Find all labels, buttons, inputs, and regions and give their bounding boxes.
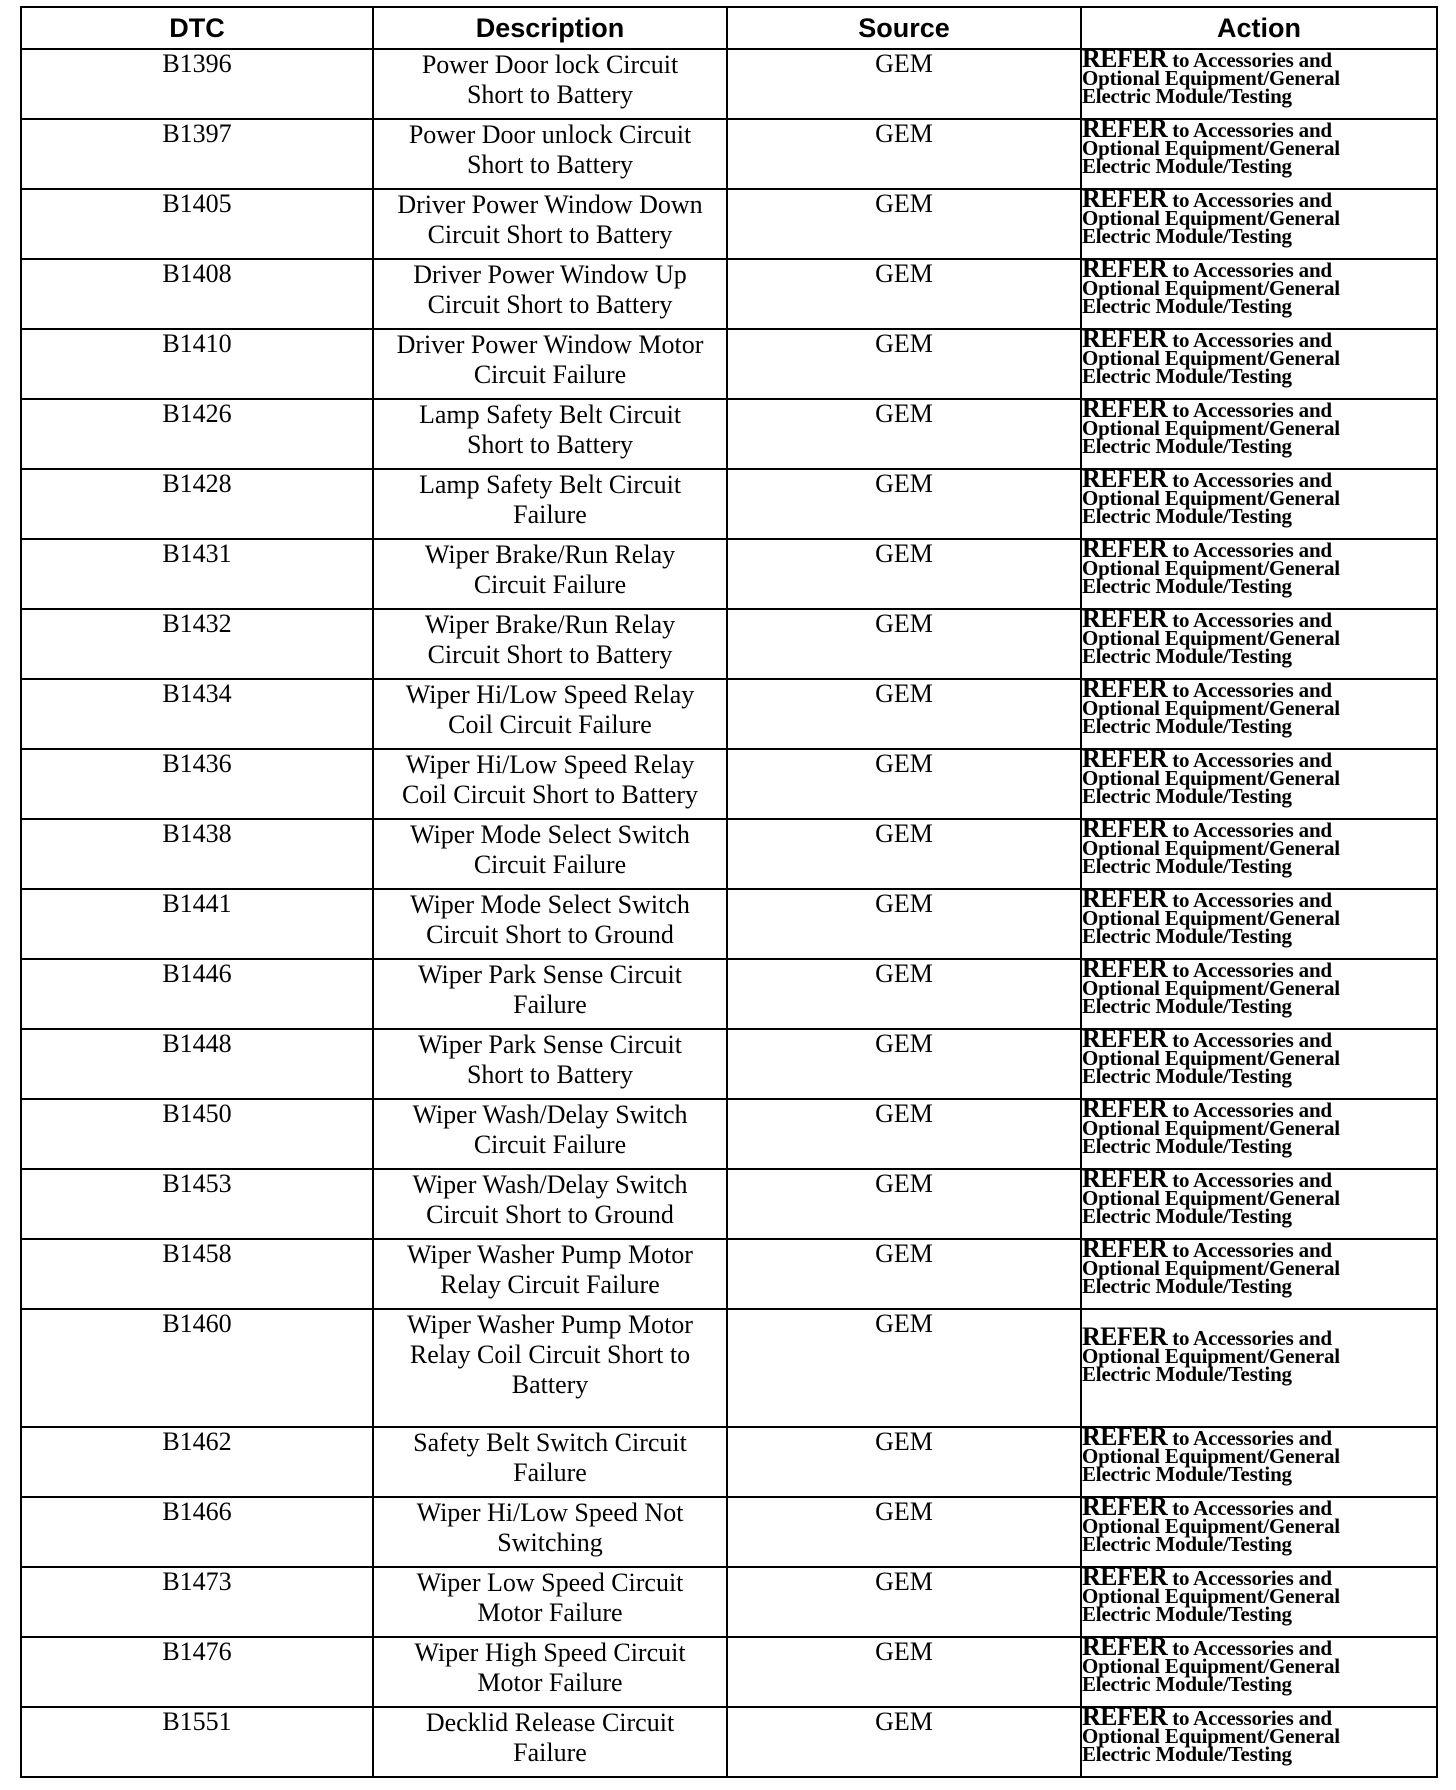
action-line-1-text: to Accessories and bbox=[1172, 888, 1332, 912]
description-line: Coil Circuit Failure bbox=[448, 710, 652, 739]
action-line-2: Optional Equipment/General bbox=[1082, 1724, 1340, 1748]
action-line-1-text: to Accessories and bbox=[1172, 1706, 1332, 1730]
action-refer: REFER bbox=[1082, 1234, 1168, 1263]
action-line-2: Optional Equipment/General bbox=[1082, 346, 1340, 370]
description-line: Driver Power Window Up bbox=[413, 260, 687, 289]
dtc-code: B1396 bbox=[21, 49, 373, 119]
dtc-description bbox=[373, 399, 727, 469]
table-row bbox=[21, 1567, 1437, 1637]
action-line-1-text: to Accessories and bbox=[1172, 188, 1332, 212]
action-refer: REFER bbox=[1082, 394, 1168, 423]
description-line: Wiper Low Speed Circuit bbox=[416, 1568, 684, 1597]
action-line-1-text: to Accessories and bbox=[1172, 1566, 1332, 1590]
dtc-code: B1405 bbox=[21, 189, 373, 259]
dtc-description bbox=[373, 1309, 727, 1427]
table-row bbox=[21, 679, 1437, 749]
dtc-description bbox=[373, 959, 727, 1029]
table-row bbox=[21, 1169, 1437, 1239]
action-line-1-text: to Accessories and bbox=[1172, 1326, 1332, 1350]
action-line-2: Optional Equipment/General bbox=[1082, 766, 1340, 790]
action-refer: REFER bbox=[1082, 884, 1168, 913]
action-line-3: Electric Module/Testing bbox=[1082, 854, 1292, 878]
action-refer: REFER bbox=[1082, 254, 1168, 283]
action-line-1-text: to Accessories and bbox=[1172, 1496, 1332, 1520]
description-line: Wiper Hi/Low Speed Relay bbox=[405, 750, 695, 779]
dtc-description bbox=[373, 1239, 727, 1309]
dtc-action bbox=[1081, 464, 1437, 539]
dtc-source: GEM bbox=[727, 189, 1081, 259]
table-body bbox=[21, 44, 1437, 1777]
dtc-action bbox=[1081, 674, 1437, 749]
dtc-description bbox=[373, 259, 727, 329]
action-line-1-text: to Accessories and bbox=[1172, 748, 1332, 772]
dtc-description bbox=[373, 329, 727, 399]
action-line-3: Electric Module/Testing bbox=[1082, 1362, 1292, 1386]
action-line-2: Optional Equipment/General bbox=[1082, 1256, 1340, 1280]
action-line-1-text: to Accessories and bbox=[1172, 328, 1332, 352]
description-line: Relay Circuit Failure bbox=[440, 1270, 660, 1299]
action-line-1-text: to Accessories and bbox=[1172, 1098, 1332, 1122]
action-line-3: Electric Module/Testing bbox=[1082, 1602, 1292, 1626]
description-line: Wiper High Speed Circuit bbox=[414, 1638, 686, 1667]
dtc-source: GEM bbox=[727, 1427, 1081, 1497]
table-row bbox=[21, 539, 1437, 609]
action-line-3: Electric Module/Testing bbox=[1082, 84, 1292, 108]
dtc-action bbox=[1081, 1024, 1437, 1099]
dtc-code: B1426 bbox=[21, 399, 373, 469]
dtc-code: B1432 bbox=[21, 609, 373, 679]
table-row bbox=[21, 1427, 1437, 1497]
action-line-3: Electric Module/Testing bbox=[1082, 1532, 1292, 1556]
dtc-description bbox=[373, 1567, 727, 1637]
table-row bbox=[21, 819, 1437, 889]
action-line-2: Optional Equipment/General bbox=[1082, 1654, 1340, 1678]
dtc-code: B1453 bbox=[21, 1169, 373, 1239]
dtc-source: GEM bbox=[727, 959, 1081, 1029]
action-line-1-text: to Accessories and bbox=[1172, 1238, 1332, 1262]
action-line-2: Optional Equipment/General bbox=[1082, 1514, 1340, 1538]
table-row bbox=[21, 119, 1437, 189]
dtc-source: GEM bbox=[727, 679, 1081, 749]
dtc-source: GEM bbox=[727, 1029, 1081, 1099]
description-line: Circuit Failure bbox=[473, 850, 627, 879]
dtc-description bbox=[373, 889, 727, 959]
description-line: Relay Coil Circuit Short to bbox=[409, 1340, 691, 1369]
action-line-2: Optional Equipment/General bbox=[1082, 1116, 1340, 1140]
description-line: Driver Power Window Motor bbox=[396, 330, 704, 359]
table-row bbox=[21, 49, 1437, 119]
dtc-code: B1436 bbox=[21, 749, 373, 819]
description-line: Short to Battery bbox=[466, 150, 634, 179]
action-refer: REFER bbox=[1082, 114, 1168, 143]
action-refer: REFER bbox=[1082, 1164, 1168, 1193]
description-line: Wiper Brake/Run Relay bbox=[424, 610, 676, 639]
action-line-1-text: to Accessories and bbox=[1172, 258, 1332, 282]
description-line: Lamp Safety Belt Circuit bbox=[418, 400, 682, 429]
action-refer: REFER bbox=[1082, 1632, 1168, 1661]
action-line-3: Electric Module/Testing bbox=[1082, 154, 1292, 178]
dtc-code: B1458 bbox=[21, 1239, 373, 1309]
table-row bbox=[21, 399, 1437, 469]
dtc-action bbox=[1081, 254, 1437, 329]
action-refer: REFER bbox=[1082, 744, 1168, 773]
dtc-description bbox=[373, 189, 727, 259]
action-line-1-text: to Accessories and bbox=[1172, 118, 1332, 142]
table-row bbox=[21, 1497, 1437, 1567]
dtc-code: B1462 bbox=[21, 1427, 373, 1497]
action-line-1-text: to Accessories and bbox=[1172, 818, 1332, 842]
description-line: Power Door unlock Circuit bbox=[408, 120, 692, 149]
dtc-action bbox=[1081, 114, 1437, 189]
action-line-3: Electric Module/Testing bbox=[1082, 504, 1292, 528]
action-line-2: Optional Equipment/General bbox=[1082, 1186, 1340, 1210]
action-line-2: Optional Equipment/General bbox=[1082, 276, 1340, 300]
table-row bbox=[21, 749, 1437, 819]
action-line-1-text: to Accessories and bbox=[1172, 958, 1332, 982]
action-line-2: Optional Equipment/General bbox=[1082, 486, 1340, 510]
dtc-source: GEM bbox=[727, 1239, 1081, 1309]
header-row bbox=[21, 7, 1437, 49]
description-line: Circuit Failure bbox=[473, 1130, 627, 1159]
dtc-action bbox=[1081, 324, 1437, 399]
action-refer: REFER bbox=[1082, 1562, 1168, 1591]
description-line: Wiper Mode Select Switch bbox=[410, 890, 690, 919]
table-row bbox=[21, 889, 1437, 959]
dtc-description bbox=[373, 609, 727, 679]
dtc-action bbox=[1081, 1234, 1437, 1309]
action-refer: REFER bbox=[1082, 954, 1168, 983]
header-description: Description bbox=[373, 7, 727, 49]
table-row bbox=[21, 1309, 1437, 1427]
dtc-description bbox=[373, 819, 727, 889]
action-line-3: Electric Module/Testing bbox=[1082, 1274, 1292, 1298]
dtc-description bbox=[373, 1637, 727, 1707]
dtc-source: GEM bbox=[727, 609, 1081, 679]
action-line-3: Electric Module/Testing bbox=[1082, 1742, 1292, 1766]
dtc-code: B1438 bbox=[21, 819, 373, 889]
dtc-description bbox=[373, 539, 727, 609]
action-line-3: Electric Module/Testing bbox=[1082, 714, 1292, 738]
description-line: Lamp Safety Belt Circuit bbox=[418, 470, 682, 499]
dtc-description bbox=[373, 1099, 727, 1169]
description-line: Wiper Wash/Delay Switch bbox=[412, 1170, 688, 1199]
description-line: Wiper Hi/Low Speed Relay bbox=[405, 680, 695, 709]
action-refer: REFER bbox=[1082, 1024, 1168, 1053]
action-refer: REFER bbox=[1082, 604, 1168, 633]
action-line-2: Optional Equipment/General bbox=[1082, 626, 1340, 650]
description-line: Circuit Failure bbox=[473, 570, 627, 599]
header-source: Source bbox=[727, 7, 1081, 49]
description-line: Short to Battery bbox=[466, 1060, 634, 1089]
description-line: Failure bbox=[513, 1458, 587, 1487]
action-line-3: Electric Module/Testing bbox=[1082, 1204, 1292, 1228]
dtc-source: GEM bbox=[727, 259, 1081, 329]
dtc-action bbox=[1081, 814, 1437, 889]
table-row bbox=[21, 469, 1437, 539]
dtc-description bbox=[373, 1029, 727, 1099]
dtc-source: GEM bbox=[727, 889, 1081, 959]
dtc-description bbox=[373, 1169, 727, 1239]
dtc-source: GEM bbox=[727, 1169, 1081, 1239]
dtc-action bbox=[1081, 1492, 1437, 1567]
action-line-3: Electric Module/Testing bbox=[1082, 574, 1292, 598]
dtc-source: GEM bbox=[727, 49, 1081, 119]
dtc-action bbox=[1081, 534, 1437, 609]
action-line-2: Optional Equipment/General bbox=[1082, 1046, 1340, 1070]
header-action: Action bbox=[1081, 7, 1437, 49]
description-line: Failure bbox=[513, 990, 587, 1019]
action-line-1-text: to Accessories and bbox=[1172, 48, 1332, 72]
dtc-source: GEM bbox=[727, 1099, 1081, 1169]
action-line-3: Electric Module/Testing bbox=[1082, 224, 1292, 248]
action-line-3: Electric Module/Testing bbox=[1082, 364, 1292, 388]
action-line-2: Optional Equipment/General bbox=[1082, 136, 1340, 160]
description-line: Circuit Short to Battery bbox=[427, 640, 673, 669]
table-row bbox=[21, 1029, 1437, 1099]
action-line-2: Optional Equipment/General bbox=[1082, 1344, 1340, 1368]
description-line: Short to Battery bbox=[466, 80, 634, 109]
description-line: Circuit Short to Battery bbox=[427, 220, 673, 249]
action-line-2: Optional Equipment/General bbox=[1082, 976, 1340, 1000]
dtc-source: GEM bbox=[727, 1309, 1081, 1427]
action-refer: REFER bbox=[1082, 1422, 1168, 1451]
dtc-description bbox=[373, 679, 727, 749]
action-refer: REFER bbox=[1082, 814, 1168, 843]
dtc-action bbox=[1081, 1632, 1437, 1707]
action-line-3: Electric Module/Testing bbox=[1082, 924, 1292, 948]
table-row bbox=[21, 1099, 1437, 1169]
table-row bbox=[21, 959, 1437, 1029]
description-line: Wiper Washer Pump Motor bbox=[407, 1240, 693, 1269]
header-dtc: DTC bbox=[21, 7, 373, 49]
action-line-1-text: to Accessories and bbox=[1172, 678, 1332, 702]
action-line-3: Electric Module/Testing bbox=[1082, 1672, 1292, 1696]
dtc-code: B1434 bbox=[21, 679, 373, 749]
description-line: Failure bbox=[513, 1738, 587, 1767]
dtc-action bbox=[1081, 1562, 1437, 1637]
description-line: Motor Failure bbox=[477, 1598, 623, 1627]
dtc-code: B1397 bbox=[21, 119, 373, 189]
action-refer: REFER bbox=[1082, 1322, 1168, 1351]
dtc-action bbox=[1081, 884, 1437, 959]
dtc-description bbox=[373, 119, 727, 189]
description-line: Coil Circuit Short to Battery bbox=[401, 780, 699, 809]
description-line: Circuit Failure bbox=[473, 360, 627, 389]
description-line: Wiper Hi/Low Speed Not bbox=[416, 1498, 684, 1527]
dtc-action bbox=[1081, 1702, 1437, 1777]
table-row bbox=[21, 609, 1437, 679]
action-line-3: Electric Module/Testing bbox=[1082, 294, 1292, 318]
action-line-1-text: to Accessories and bbox=[1172, 398, 1332, 422]
description-line: Wiper Washer Pump Motor bbox=[407, 1310, 693, 1339]
action-line-3: Electric Module/Testing bbox=[1082, 1462, 1292, 1486]
description-line: Driver Power Window Down bbox=[397, 190, 703, 219]
action-line-2: Optional Equipment/General bbox=[1082, 206, 1340, 230]
table-row bbox=[21, 259, 1437, 329]
dtc-table bbox=[20, 6, 1438, 1778]
action-line-1-text: to Accessories and bbox=[1172, 1636, 1332, 1660]
action-line-2: Optional Equipment/General bbox=[1082, 906, 1340, 930]
table-row bbox=[21, 1707, 1437, 1777]
action-line-2: Optional Equipment/General bbox=[1082, 416, 1340, 440]
dtc-code: B1460 bbox=[21, 1309, 373, 1427]
action-line-1-text: to Accessories and bbox=[1172, 468, 1332, 492]
action-refer: REFER bbox=[1082, 184, 1168, 213]
action-line-3: Electric Module/Testing bbox=[1082, 994, 1292, 1018]
dtc-description bbox=[373, 469, 727, 539]
dtc-source: GEM bbox=[727, 329, 1081, 399]
dtc-code: B1473 bbox=[21, 1567, 373, 1637]
dtc-description bbox=[373, 1497, 727, 1567]
dtc-action bbox=[1081, 604, 1437, 679]
dtc-action bbox=[1081, 44, 1437, 119]
action-line-3: Electric Module/Testing bbox=[1082, 644, 1292, 668]
description-line: Motor Failure bbox=[477, 1668, 623, 1697]
description-line: Switching bbox=[497, 1528, 603, 1557]
table-row bbox=[21, 189, 1437, 259]
action-refer: REFER bbox=[1082, 464, 1168, 493]
dtc-action bbox=[1081, 744, 1437, 819]
dtc-code: B1431 bbox=[21, 539, 373, 609]
description-line: Wiper Wash/Delay Switch bbox=[412, 1100, 688, 1129]
dtc-description bbox=[373, 1427, 727, 1497]
action-refer: REFER bbox=[1082, 534, 1168, 563]
action-line-3: Electric Module/Testing bbox=[1082, 784, 1292, 808]
table-row bbox=[21, 329, 1437, 399]
action-line-2: Optional Equipment/General bbox=[1082, 66, 1340, 90]
description-line: Circuit Short to Ground bbox=[426, 1200, 674, 1229]
description-line: Wiper Brake/Run Relay bbox=[424, 540, 676, 569]
action-line-3: Electric Module/Testing bbox=[1082, 434, 1292, 458]
action-line-1-text: to Accessories and bbox=[1172, 538, 1332, 562]
dtc-code: B1446 bbox=[21, 959, 373, 1029]
dtc-code: B1410 bbox=[21, 329, 373, 399]
description-line: Failure bbox=[513, 500, 587, 529]
description-line: Decklid Release Circuit bbox=[425, 1708, 675, 1737]
dtc-description bbox=[373, 749, 727, 819]
dtc-source: GEM bbox=[727, 1637, 1081, 1707]
dtc-source: GEM bbox=[727, 469, 1081, 539]
action-line-2: Optional Equipment/General bbox=[1082, 696, 1340, 720]
description-line: Power Door lock Circuit bbox=[421, 50, 679, 79]
action-line-3: Electric Module/Testing bbox=[1082, 1134, 1292, 1158]
action-line-1-text: to Accessories and bbox=[1172, 1426, 1332, 1450]
dtc-action bbox=[1081, 1309, 1437, 1427]
description-line: Battery bbox=[511, 1370, 589, 1399]
dtc-source: GEM bbox=[727, 399, 1081, 469]
action-refer: REFER bbox=[1082, 1094, 1168, 1123]
action-line-1-text: to Accessories and bbox=[1172, 608, 1332, 632]
action-line-2: Optional Equipment/General bbox=[1082, 1584, 1340, 1608]
dtc-code: B1476 bbox=[21, 1637, 373, 1707]
dtc-code: B1551 bbox=[21, 1707, 373, 1777]
dtc-action bbox=[1081, 394, 1437, 469]
dtc-description bbox=[373, 1707, 727, 1777]
table-row bbox=[21, 1239, 1437, 1309]
action-line-2: Optional Equipment/General bbox=[1082, 556, 1340, 580]
action-line-3: Electric Module/Testing bbox=[1082, 1064, 1292, 1088]
dtc-code: B1448 bbox=[21, 1029, 373, 1099]
description-line: Short to Battery bbox=[466, 430, 634, 459]
action-line-1-text: to Accessories and bbox=[1172, 1028, 1332, 1052]
description-line: Circuit Short to Battery bbox=[427, 290, 673, 319]
action-refer: REFER bbox=[1082, 324, 1168, 353]
dtc-code: B1428 bbox=[21, 469, 373, 539]
action-line-2: Optional Equipment/General bbox=[1082, 1444, 1340, 1468]
description-line: Safety Belt Switch Circuit bbox=[413, 1428, 687, 1457]
dtc-description bbox=[373, 49, 727, 119]
dtc-action bbox=[1081, 1422, 1437, 1497]
dtc-source: GEM bbox=[727, 1707, 1081, 1777]
action-line-2: Optional Equipment/General bbox=[1082, 836, 1340, 860]
description-line: Wiper Mode Select Switch bbox=[410, 820, 690, 849]
description-line: Circuit Short to Ground bbox=[426, 920, 674, 949]
dtc-code: B1466 bbox=[21, 1497, 373, 1567]
dtc-action bbox=[1081, 184, 1437, 259]
description-line: Wiper Park Sense Circuit bbox=[418, 960, 682, 989]
dtc-action bbox=[1081, 1094, 1437, 1169]
dtc-action bbox=[1081, 1164, 1437, 1239]
action-refer: REFER bbox=[1082, 1492, 1168, 1521]
action-refer: REFER bbox=[1082, 1702, 1168, 1731]
dtc-source: GEM bbox=[727, 1567, 1081, 1637]
description-line: Wiper Park Sense Circuit bbox=[418, 1030, 682, 1059]
dtc-code: B1408 bbox=[21, 259, 373, 329]
action-refer: REFER bbox=[1082, 674, 1168, 703]
dtc-source: GEM bbox=[727, 1497, 1081, 1567]
dtc-action bbox=[1081, 954, 1437, 1029]
dtc-source: GEM bbox=[727, 749, 1081, 819]
table-row bbox=[21, 1637, 1437, 1707]
action-line-1-text: to Accessories and bbox=[1172, 1168, 1332, 1192]
dtc-source: GEM bbox=[727, 119, 1081, 189]
dtc-code: B1441 bbox=[21, 889, 373, 959]
dtc-source: GEM bbox=[727, 539, 1081, 609]
dtc-source: GEM bbox=[727, 819, 1081, 889]
action-refer: REFER bbox=[1082, 44, 1168, 73]
dtc-code: B1450 bbox=[21, 1099, 373, 1169]
